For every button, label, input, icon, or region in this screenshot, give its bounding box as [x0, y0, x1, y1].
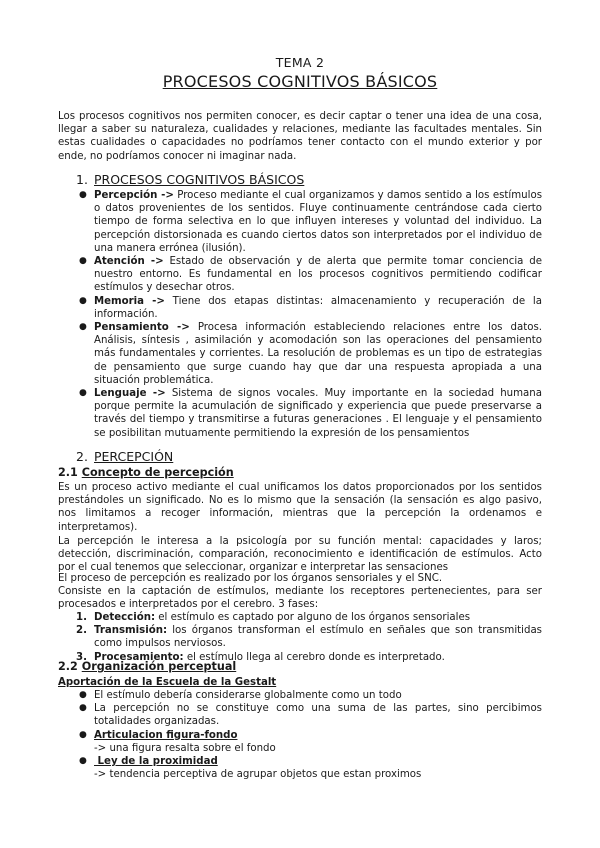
- item-text: Estado de observación y de alerta que permite tomar conciencia de nuestro entorno. Es fundamental en los procesos cognitivos permitiendo codificar estímulos y desechar otros.: [94, 256, 542, 294]
- item-term: Transmisión:: [94, 625, 168, 637]
- item-subtext: -> tendencia perceptiva de agrupar objetos que estan proximos: [94, 769, 422, 781]
- item-subtext: -> una figura resalta sobre el fondo: [94, 742, 276, 754]
- item-term: Memoria ->: [94, 295, 165, 307]
- bullet-icon: ●: [79, 295, 87, 306]
- subsection-number: 2.2: [58, 660, 78, 673]
- item-text: Sistema de signos vocales. Muy importante en la sociedad humana porque permite la acumulación de significado y experiencia que puede preservarse a través del tiempo y transmitirse a futuras generaciones . El lenguaje y el pensamiento se posibilitan mutuamente permitiendo la expresión de los pensamientos: [94, 388, 542, 439]
- list-item: [76, 611, 542, 624]
- bullet-icon: ●: [79, 690, 87, 700]
- gestalt-heading: Aportación de la Escuela de la Gestalt: [58, 677, 277, 688]
- section-1-number: 1.: [76, 172, 88, 187]
- section-2-number: 2.: [76, 449, 88, 464]
- item-number: 1.: [76, 612, 87, 623]
- item-title: Ley de la proximidad: [94, 756, 218, 768]
- item-term: Lenguaje ->: [94, 388, 166, 400]
- subsection-title: Organización perceptual: [81, 660, 237, 673]
- item-text: Proceso mediante el cual organizamos y damos sentido a los estímulos o datos provenientes de los sentidos. Fluye continuamente centrándose cada cierto tiempo de forma selectiva en lo que influyen intereses y voluntad del individuo. La percepción distorsionada es cuando ciertos datos son interpretados por el individuo de una manera errónea (ilusión).: [94, 190, 542, 254]
- bullet-icon: ●: [79, 190, 87, 200]
- item-text: La percepción no se constituye como una suma de las partes, sino percibimos totalidades organizadas.: [94, 703, 542, 728]
- list-item: [76, 702, 542, 728]
- gestalt-list: [76, 689, 542, 781]
- list-item: [76, 295, 542, 321]
- bullet-icon: ●: [79, 756, 87, 767]
- list-item: [76, 729, 542, 755]
- subsection-number: 2.1: [58, 466, 78, 479]
- item-text: El estímulo debería considerarse globalmente como un todo: [94, 690, 402, 701]
- item-term: Percepción ->: [94, 190, 174, 201]
- cognitive-processes-list: [76, 189, 542, 440]
- perception-phases-intro: Consiste en la captación de estímulos, mediante los receptores pertenecientes, para ser procesados e interpretados por el cerebro. 3 fases:: [58, 586, 542, 611]
- item-term: Detección:: [94, 612, 156, 623]
- item-term: Pensamiento ->: [94, 322, 190, 334]
- bullet-icon: ●: [79, 703, 87, 714]
- perception-phases-list: [76, 611, 542, 664]
- item-number: 3.: [76, 651, 87, 663]
- item-text: Procesa información estableciendo relaciones entre los datos. Análisis, síntesis , asimilación y acomodación son las operaciones del pensamiento más fundamentales y corrientes. La resolución de problemas es un tipo de estrategias de pensamiento que surge cuando hay que dar una respuesta apropiada a una situación problemática.: [94, 322, 542, 386]
- subsection-title: Concepto de percepción: [81, 466, 234, 479]
- list-item: [76, 189, 542, 255]
- item-number: 2.: [76, 625, 87, 637]
- subsection-2-2-heading: [58, 660, 236, 674]
- bullet-icon: ●: [79, 256, 87, 267]
- section-2-title: PERCEPCIÓN: [94, 449, 174, 464]
- item-text: el estímulo es captado por alguno de los órganos sensoriales: [155, 612, 471, 623]
- bullet-icon: ●: [79, 729, 87, 740]
- section-1-title: PROCESOS COGNITIVOS BÁSICOS: [94, 172, 305, 187]
- subsection-2-1-heading: [58, 466, 234, 480]
- item-term: Atención ->: [94, 256, 164, 268]
- item-text: el estímulo llega al cerebro donde es interpretado.: [183, 651, 445, 663]
- item-text: Tiene dos etapas distintas: almacenamiento y recuperación de la información.: [94, 295, 542, 320]
- perception-definition-paragraph: Es un proceso activo mediante el cual unificamos los datos proporcionados por los sentidos prestándoles un significado. No es lo mismo que la sensación (la sensación es algo pasivo, nos limitamos a recoger información, mientras que la percepción la ordenamos e interpretamos).: [58, 482, 542, 533]
- perception-organs-paragraph: El proceso de percepción es realizado por los órganos sensoriales y el SNC.: [58, 573, 443, 584]
- item-title: Articulacion figura-fondo: [94, 729, 238, 741]
- list-item: [76, 321, 542, 387]
- item-term: Procesamiento:: [94, 651, 184, 663]
- list-item: [76, 624, 542, 650]
- topic-label: TEMA 2: [275, 55, 325, 70]
- bullet-icon: ●: [79, 388, 87, 399]
- intro-paragraph: Los procesos cognitivos nos permiten conocer, es decir captar o tener una idea de una cosa, llegar a saber su naturaleza, cualidades y relaciones, mediante las facultades mentales. Sin estas cualidades o capacidades no podríamos tener contacto con el mundo exterior y por ende, no podríamos conocer ni imaginar nada.: [58, 111, 542, 162]
- list-item: [76, 689, 542, 702]
- list-item: [76, 255, 542, 295]
- list-item: [76, 755, 542, 781]
- bullet-icon: ●: [79, 322, 87, 333]
- perception-interest-paragraph: La percepción le interesa a la psicología por su función mental: capacidades y laros; detección, discriminación, comparación, reconocimiento e identificación de estímulos. Acto por el cual tenemos que seleccionar, organizar e interpretar las sensaciones: [58, 536, 542, 574]
- list-item: [76, 387, 542, 440]
- item-text: los órganos transforman el estímulo en señales que son transmitidas como impulsos nerviosos.: [94, 625, 542, 650]
- page-title: PROCESOS COGNITIVOS BÁSICOS: [162, 72, 438, 91]
